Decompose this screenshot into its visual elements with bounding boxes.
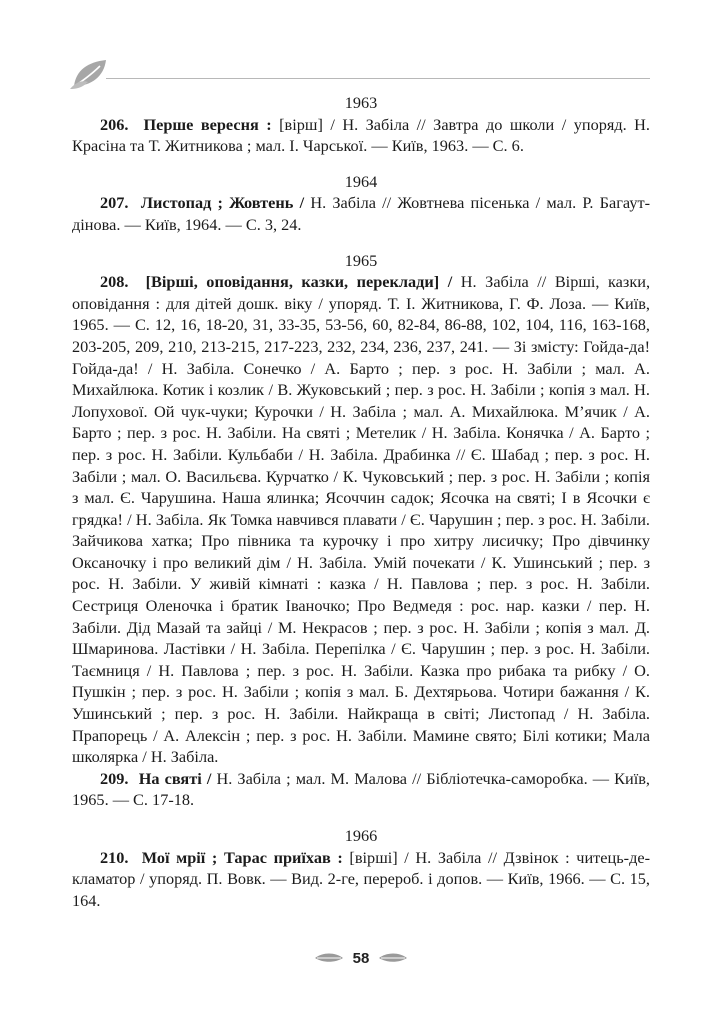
leaf-icon xyxy=(313,952,345,964)
year-heading: 1965 xyxy=(344,250,378,270)
entry-title: Листопад ; Жовтень / xyxy=(140,193,305,213)
header-rule xyxy=(106,78,650,79)
entry-208 xyxy=(72,271,650,768)
year-heading: 1963 xyxy=(344,93,378,112)
entry-number: 208. xyxy=(100,272,129,292)
entry-text: Н. Забіла ; мал. М. Малова // Бібліотечка-саморобка. — Київ, 1965. — С. 17-18. xyxy=(72,768,650,810)
entry-number: 206. xyxy=(100,114,129,134)
entry-207 xyxy=(72,192,650,235)
entry-text: [вірш] / Н. Забіла // Завтра до школи / упоряд. Н. Красіна та Т. Житникова ; мал. І. Чарської. — Київ, 1963. — С. 6. xyxy=(72,114,650,156)
leaf-icon xyxy=(377,952,409,964)
entry-title: На святі / xyxy=(138,768,212,788)
entry-text: Н. Забіла // Вірші, казки, оповідання : для дітей дошк. віку / упоряд. Т. І. Житникова, Г. Ф. Лоза. — Київ, 1965. — С. 12, 16, 18-20, 31, 33-35, 53-56, 60, 82-84, 86-88, 102, 104, 116, 163-168, 203-205, 209, 210, 213-215, 217-223, 232, 234, 236, 237, 241. — Зі змісту: Гойда-да! Гойда-да! / Н. Забіла. Сонечко / А. Барто ; пер. з рос. Н. Забіли ; мал. А. Михайлюка. Котик і козлик / В. Жуковський ; пер. з рос. Н. Забіли ; копія з мал. Н. Лопухової. Ой чук-чуки; Курочки / Н. Забіла ; мал. А. Михайлюка. М’ячик / А. Барто ; пер. з рос. Н. Забіли. На святі ; Метелик / Н. Забіла. Конячка / А. Барто ; пер. з рос. Н. Забіли. Кульбаби / Н. Забіла. Драбинка // Є. Шабад ; пер. з рос. Н. Забіли ; мал. О. Васильєва. Курчатко / К. Чуковський ; пер. з рос. Н. Забіли ; копія з мал. Є. Чарушина. Наша ялинка; Ясоччин садок; Ясочка на святі; І в Ясочки є грядка! / Н. Забіла. Як Томка навчився плавати / Є. Чарушин ; пер. з рос. Н. Забіли. Зайчикова хатка; Про півника та курочку і про хитру лисичку; Про дівчинку Оксаночку і про великий дім / Н. Забіла. Умій почекати / К. Ушинський ; пер. з рос. Н. Забіли. У живій кімнаті : казка / Н. Павлова ; пер. з рос. Н. Забіли. Сестриця Оленочка і братик Іваночко; Про Ведмедя : рос. нар. казки / пер. Н. Забіли. Дід Мазай та зайці / М. Некрасов ; пер. з рос. Н. Забіли ; копія з мал. Д. Шмаринова. Ластівки / Н. Забіла. Перепілка / Є. Чарушин ; пер. з рос. Н. Забіли. Таємниця / Н. Павлова ; пер. з рос. Н. Забіли. Казка про рибака та рибку / О. Пушкін ; пер. з рос. Н. Забіли ; копія з мал. Б. Дехтярьова. Чотири бажання / К. Ушинський ; пер. з рос. Н. Забіли. Найкраща в світі; Листопад / Н. Забіла. Прапорець / А. Алексін ; пер. з рос. Н. Забіли. Мамине свято; Білі котики; Мала школярка / Н. Забіла. xyxy=(72,272,651,767)
entry-number: 207. xyxy=(100,193,129,213)
year-heading: 1964 xyxy=(344,171,378,191)
year-heading: 1966 xyxy=(344,826,378,845)
entry-210 xyxy=(72,847,650,912)
entry-206 xyxy=(72,114,650,157)
entry-text: [вірші] / Н. Забіла // Дзвінок : читець-декламатор / упоряд. П. Вовк. — Вид. 2-ге, перероб. і допов. — Київ, 1966. — С. 15, 164. xyxy=(72,847,651,910)
entry-title: Мої мрії ; Тарас приїхав : xyxy=(141,847,343,867)
entry-title: [Вірші, оповідання, казки, переклади] / xyxy=(145,272,453,292)
entry-title: Перше вересня : xyxy=(143,114,272,134)
page-footer xyxy=(0,947,722,969)
entry-number: 209. xyxy=(100,768,129,788)
page-number: 58 xyxy=(352,949,370,967)
entry-209 xyxy=(72,768,650,811)
bibliography-content xyxy=(72,92,650,911)
leaf-icon xyxy=(70,56,110,90)
entry-text: Н. Забіла // Жовтнева пісенька / мал. Р. Багаутдінова. — Київ, 1964. — С. 3, 24. xyxy=(72,193,650,234)
entry-number: 210. xyxy=(100,847,129,867)
